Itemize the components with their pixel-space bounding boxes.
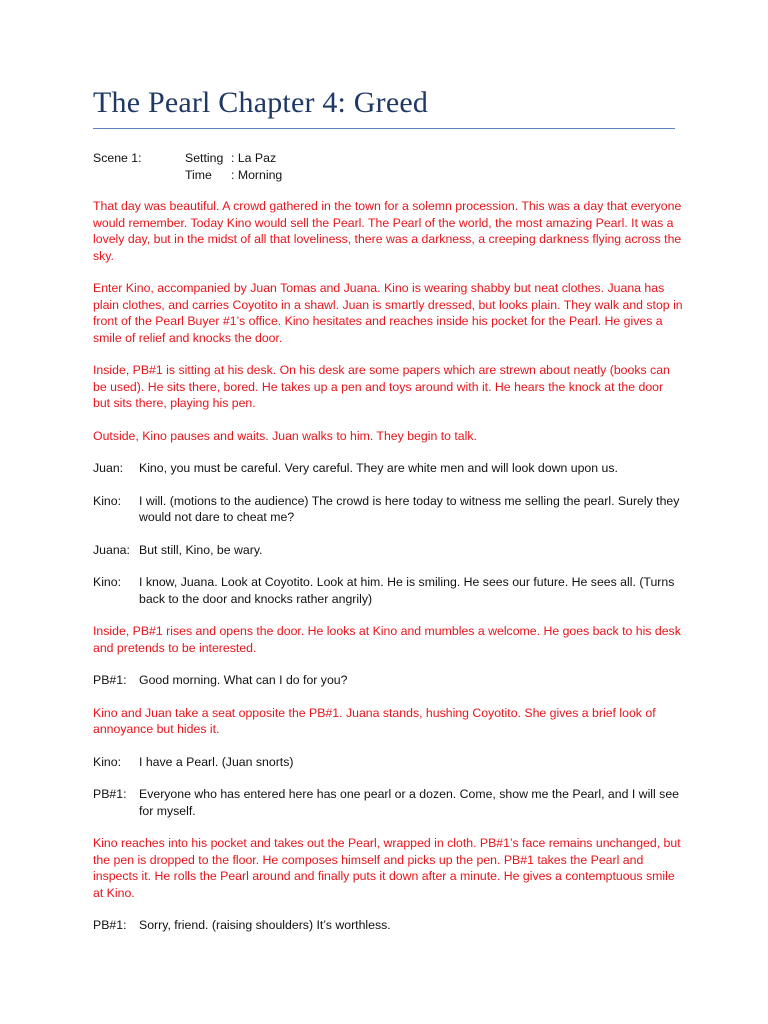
dialogue-text: Good morning. What can I do for you? <box>139 673 348 687</box>
speaker-name: PB#1: <box>93 918 127 932</box>
speaker-name: Kino: <box>93 754 122 769</box>
dialogue-text: Everyone who has entered here has one pearl or a dozen. Come, show me the Pearl, and I will see for myself. <box>139 787 680 818</box>
stage-direction: Kino reaches into his pocket and takes out the Pearl, wrapped in cloth. PB#1’s face remains unchanged, but the pen is dropped to the floor. He composes himself and picks up the pen. PB#1 takes the Pearl and inspects it. He rolls the Pearl around and finally puts it down after a minute. He gives a contemptuous smile at Kino. <box>93 836 681 900</box>
stage-direction: Enter Kino, accompanied by Juan Tomas and Juana. Kino is wearing shabby but neat clothes. Juana has plain clothes, and carries Coyotito in a shawl. Juan is smartly dressed, but looks plain. They walk and stop in front of the Pearl Buyer #1’s office. Kino hesitates and reaches inside his pocket for the Pearl. He gives a smile of relief and knocks the door. <box>93 281 683 345</box>
setting-row <box>185 150 282 167</box>
stage-direction: Inside, PB#1 is sitting at his desk. On his desk are some papers which are strewn about neatly (books can be used). He sits there, bored. He takes up a pen and toys around with it. He hears the knock at the door but sits there, playing his pen. <box>93 363 670 410</box>
dialogue-text: Kino, you must be careful. Very careful. They are white men and will look down upon us. <box>139 461 618 475</box>
dialogue-line <box>93 542 683 559</box>
document-body <box>93 150 683 950</box>
dialogue-line <box>93 917 683 934</box>
dialogue-text: I know, Juana. Look at Coyotito. Look at him. He is smiling. He sees our future. He sees all. (Turns back to the door and knocks rather angrily) <box>139 575 675 606</box>
setting-key: Setting <box>185 151 224 165</box>
stage-direction: Inside, PB#1 rises and opens the door. He looks at Kino and mumbles a welcome. He goes back to his desk and pretends to be interested. <box>93 624 681 655</box>
speaker-name: Kino: <box>93 493 122 508</box>
speaker-name: Kino: <box>93 575 122 589</box>
dialogue-text: I will. (motions to the audience) The crowd is here today to witness me selling the pearl. Surely they would not dare to cheat me? <box>139 493 680 524</box>
scene-setting <box>185 150 282 183</box>
title-underline <box>93 128 675 129</box>
time-key: Time <box>185 167 212 182</box>
dialogue-line <box>93 672 683 689</box>
speaker-name: PB#1: <box>93 673 127 687</box>
stage-direction: Kino and Juan take a seat opposite the PB#1. Juana stands, hushing Coyotito. She gives a brief look of annoyance but hides it. <box>93 705 656 736</box>
dialogue-line <box>93 754 683 771</box>
speaker-name: Juan: <box>93 461 124 475</box>
document-title: The Pearl Chapter 4: Greed <box>93 86 429 119</box>
time-value: : Morning <box>231 167 283 182</box>
stage-direction: That day was beautiful. A crowd gathered in the town for a solemn procession. This was a day that everyone would remember. Today Kino would sell the Pearl. The Pearl of the world, the most amazing Pearl. It was a lovely day, but in the midst of all that loveliness, there was a darkness, a creeping darkness flying across the sky. <box>93 199 682 263</box>
scene-header <box>93 150 683 183</box>
dialogue-line <box>93 493 683 526</box>
time-row <box>185 167 282 184</box>
dialogue-line <box>93 460 683 477</box>
dialogue-text: Sorry, friend. (raising shoulders) It’s worthless. <box>139 918 391 932</box>
setting-value: : La Paz <box>231 151 277 165</box>
scene-label: Scene 1: <box>93 151 142 165</box>
stage-direction: Outside, Kino pauses and waits. Juan walks to him. They begin to talk. <box>93 428 477 443</box>
dialogue-line <box>93 574 683 607</box>
dialogue-text: But still, Kino, be wary. <box>139 542 263 557</box>
dialogue-text: I have a Pearl. (Juan snorts) <box>139 754 294 769</box>
speaker-name: Juana: <box>93 542 130 557</box>
speaker-name: PB#1: <box>93 787 127 801</box>
dialogue-line <box>93 786 683 819</box>
